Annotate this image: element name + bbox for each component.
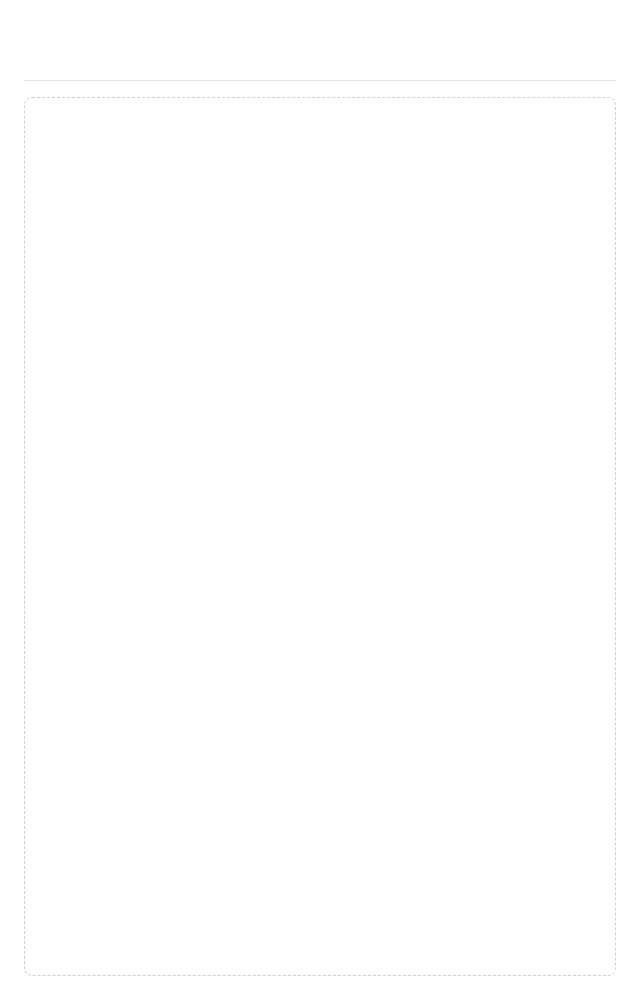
content-area — [24, 97, 616, 976]
header — [24, 24, 616, 81]
